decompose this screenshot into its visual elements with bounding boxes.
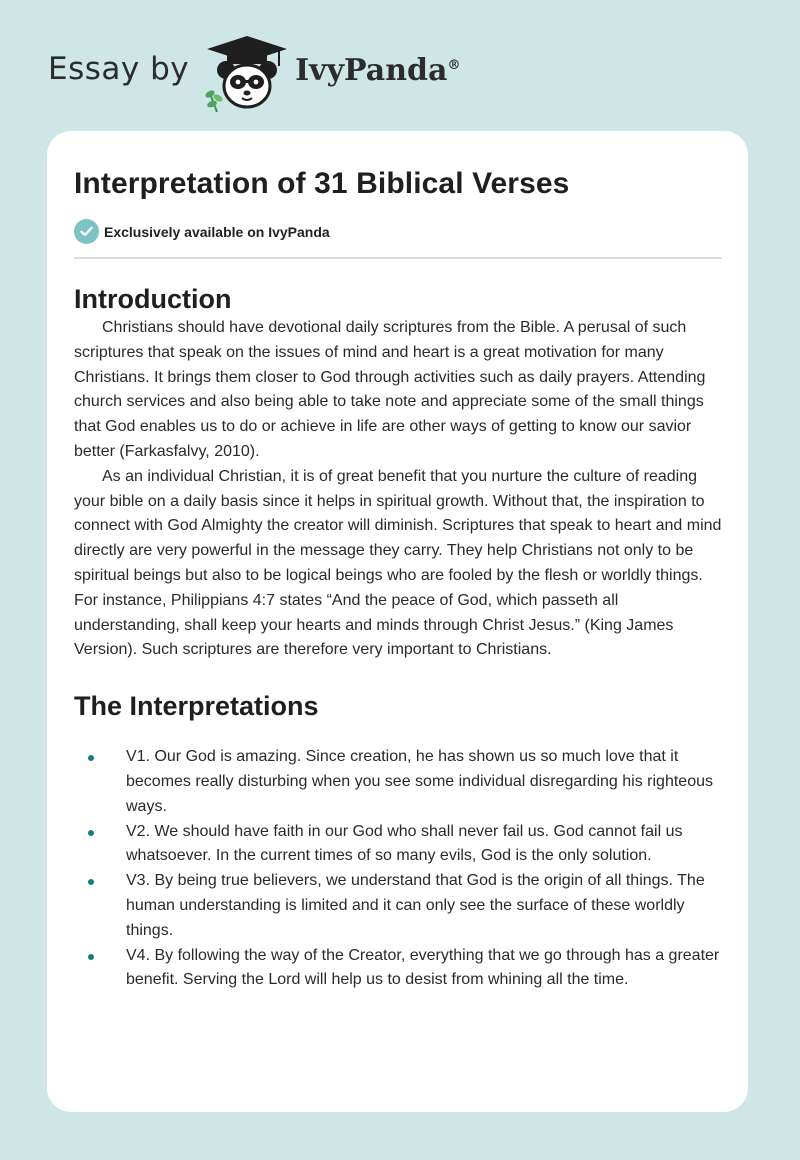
bullet-icon [88, 879, 94, 885]
interpretations-list [74, 745, 722, 993]
bullet-icon [88, 755, 94, 761]
list-item [74, 745, 722, 819]
exclusive-badge-label: Exclusively available on IvyPanda [104, 223, 330, 240]
list-item-text: V2. We should have faith in our God who shall never fail us. God cannot fail us whatsoever. In the current times of so many evils, God is the only solution. [126, 822, 683, 865]
paragraph: Christians should have devotional daily scriptures from the Bible. A perusal of such scriptures that speak on the issues of mind and heart is a great motivation for many Christians. It brings them closer to God through activities such as daily prayers. Attending church services and also being able to take note and appreciate some of the small things that God enables us to do or achieve in life are other ways of getting to know our savior better (Farkasfalvy, 2010). [74, 319, 706, 460]
panda-graduate-logo-icon[interactable] [203, 32, 291, 112]
site-header [48, 32, 460, 112]
divider [74, 257, 722, 259]
section-heading-introduction: Introduction [74, 284, 232, 314]
essay-by-label: Essay by [48, 51, 190, 87]
check-circle-icon [74, 219, 99, 244]
list-item-text: V3. By being true believers, we understand that God is the origin of all things. The human understanding is limited and it can only see the surface of these worldly things. [126, 872, 705, 939]
list-item [74, 869, 722, 943]
essay-card [47, 131, 748, 1112]
paragraph: As an individual Christian, it is of great benefit that you nurture the culture of reading your bible on a daily basis since it helps in spiritual growth. Without that, the inspiration to connect with God Almighty the creator will diminish. Scriptures that speak to heart and mind directly are very powerful in the message they carry. They help Christians not only to be spiritual beings but also to be logical beings who are fooled by the flesh or worldly things. For instance, Philippians 4:7 states “And the peace of God, which passeth all understanding, shall keep your hearts and minds through Christ Jesus.” (King James Version). Such scriptures are therefore very important to Christians. [74, 467, 722, 659]
page-title: Interpretation of 31 Biblical Verses [74, 167, 570, 200]
registered-mark: ® [447, 57, 461, 73]
brand-name-text: IvyPanda [295, 52, 448, 88]
brand-name [295, 53, 460, 88]
bullet-icon [88, 830, 94, 836]
list-item-text: V4. By following the way of the Creator, everything that we go through has a greater benefit. Serving the Lord will help us to desist from whining all the time. [126, 946, 720, 989]
bullet-icon [88, 954, 94, 960]
list-item [74, 944, 722, 994]
exclusive-badge [74, 219, 722, 244]
section-heading-interpretations: The Interpretations [74, 691, 319, 722]
list-item [74, 820, 722, 870]
list-item-text: V1. Our God is amazing. Since creation, he has shown us so much love that it becomes really disturbing when you see some individual disregarding his righteous ways. [126, 748, 713, 815]
